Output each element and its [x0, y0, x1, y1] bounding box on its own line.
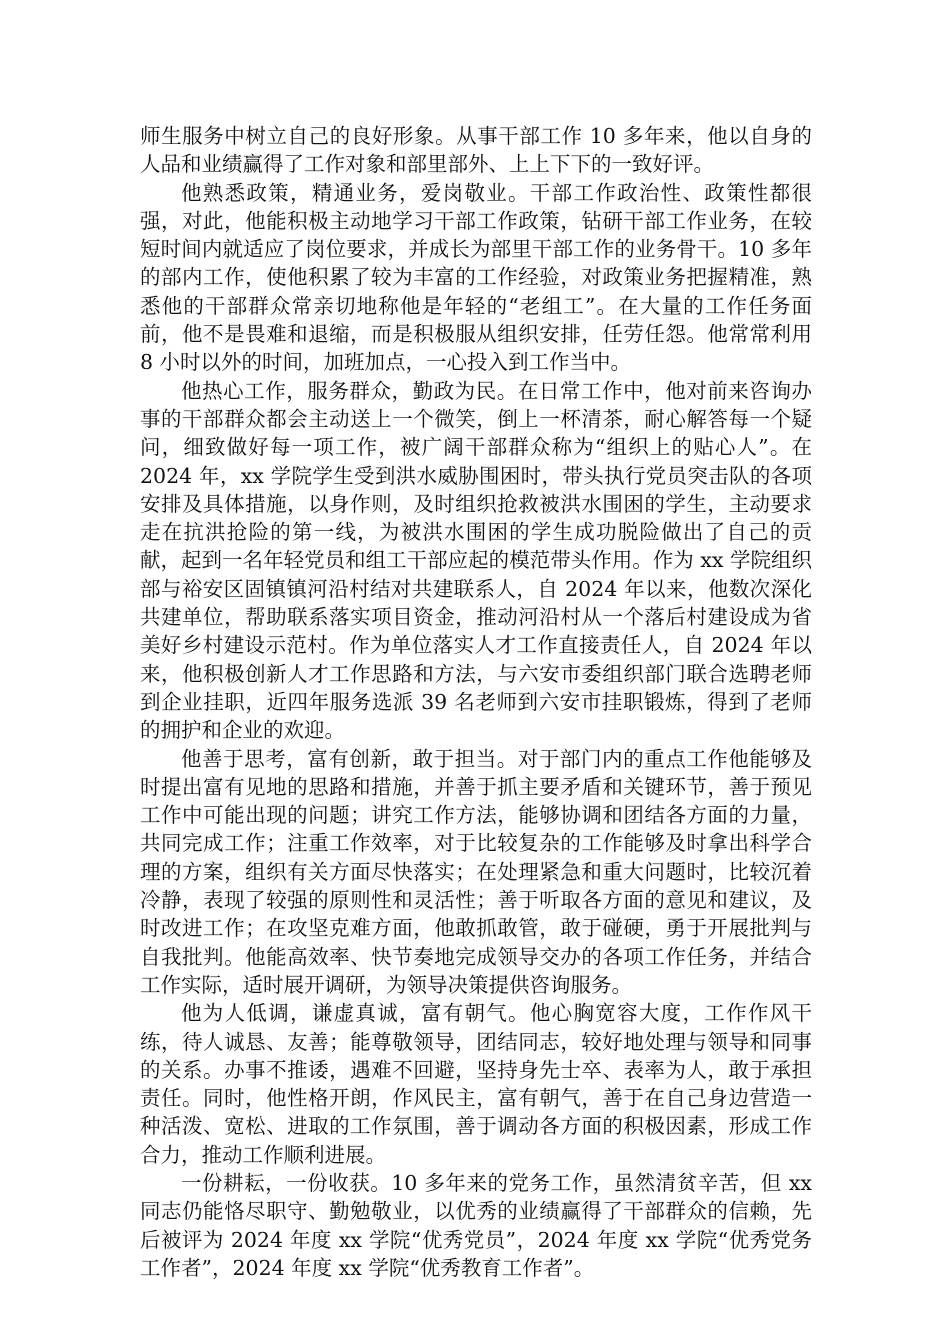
paragraph-innovation: 他善于思考，富有创新，敢于担当。对于部门内的重点工作他能够及时提出富有见地的思路和措施，并善于抓主要矛盾和关键环节，善于预见工作中可能出现的问题；讲究工作方法，能够协调和团结各方面的力量，共同完成工作；注重工作效率，对于比较复杂的工作能够及时拿出科学合理的方案，组织有关方面尽快落实；在处理紧急和重大问题时，比较沉着冷静，表现了较强的原则性和灵活性；善于听取各方面的意见和建议，及时改进工作；在攻坚克难方面，他敢抓敢管，敢于碰硬，勇于开展批判与自我批判。他能高效率、快节奏地完成领导交办的各项工作任务，并结合工作实际，适时展开调研，为领导决策提供咨询服务。 — [140, 746, 812, 997]
paragraph-continued: 师生服务中树立自己的良好形象。从事干部工作 10 多年来，他以自身的人品和业绩赢得了工作对象和部里部外、上上下下的一致好评。 — [140, 124, 812, 177]
document-body — [140, 122, 812, 1282]
paragraph-policy-expertise: 他熟悉政策，精通业务，爱岗敬业。干部工作政治性、政策性都很强，对此，他能积极主动地学习干部工作政策，钻研干部工作业务，在较短时间内就适应了岗位要求，并成长为部里干部工作的业务骨干。10 多年的部内工作，使他积累了较为丰富的工作经验，对政策业务把握精准，熟悉他的干部群众常亲切地称他是年轻的“老组工”。在大量的工作任务面前，他不是畏难和退缩，而是积极服从组织安排，任劳任怨。他常常利用 8 小时以外的时间，加班加点，一心投入到工作当中。 — [140, 180, 812, 375]
paragraph-character: 他为人低调，谦虚真诚，富有朝气。他心胸宽容大度，工作作风干练，待人诚恳、友善；能尊敬领导，团结同志，较好地处理与领导和同事的关系。办事不推诿，遇难不回避，坚持身先士卒、表率为人，敢于承担责任。同时，他性格开朗，作风民主，富有朝气，善于在自己身边营造一种活泼、宽松、进取的工作氛围，善于调动各方面的积极因素，形成工作合力，推动工作顺利进展。 — [140, 1001, 812, 1167]
paragraph-honors: 一份耕耘，一份收获。10 多年来的党务工作，虽然清贫辛苦，但 xx 同志仍能恪尽职守、勤勉敬业，以优秀的业绩赢得了干部群众的信赖，先后被评为 2024 年度 xx 学院“优秀党员”，2024 年度 xx 学院“优秀党务工作者”，2024 年度 xx 学院“优秀教育工作者”。 — [140, 1170, 812, 1280]
paragraph-serving-people: 他热心工作，服务群众，勤政为民。在日常工作中，他对前来咨询办事的干部群众都会主动送上一个微笑，倒上一杯清茶，耐心解答每一个疑问，细致做好每一项工作，被广阔干部群众称为“组织上的贴心人”。在 2024 年，xx 学院学生受到洪水威胁围困时，带头执行党员突击队的各项安排及具体措施，以身作则，及时组织抢救被洪水围困的学生，主动要求走在抗洪抢险的第一线，为被洪水围困的学生成功脱险做出了自己的贡献，起到一名年轻党员和组工干部应起的模范带头作用。作为 xx 学院组织部与裕安区固镇镇河沿村结对共建联系人，自 2024 年以来，他数次深化共建单位，帮助联系落实项目资金，推动河沿村从一个落后村建设成为省美好乡村建设示范村。作为单位落实人才工作直接责任人，自 2024 年以来，他积极创新人才工作思路和方法，与六安市委组织部门联合选聘老师到企业挂职，近四年服务选派 39 名老师到六安市挂职锻炼，得到了老师的拥护和企业的欢迎。 — [140, 378, 812, 743]
